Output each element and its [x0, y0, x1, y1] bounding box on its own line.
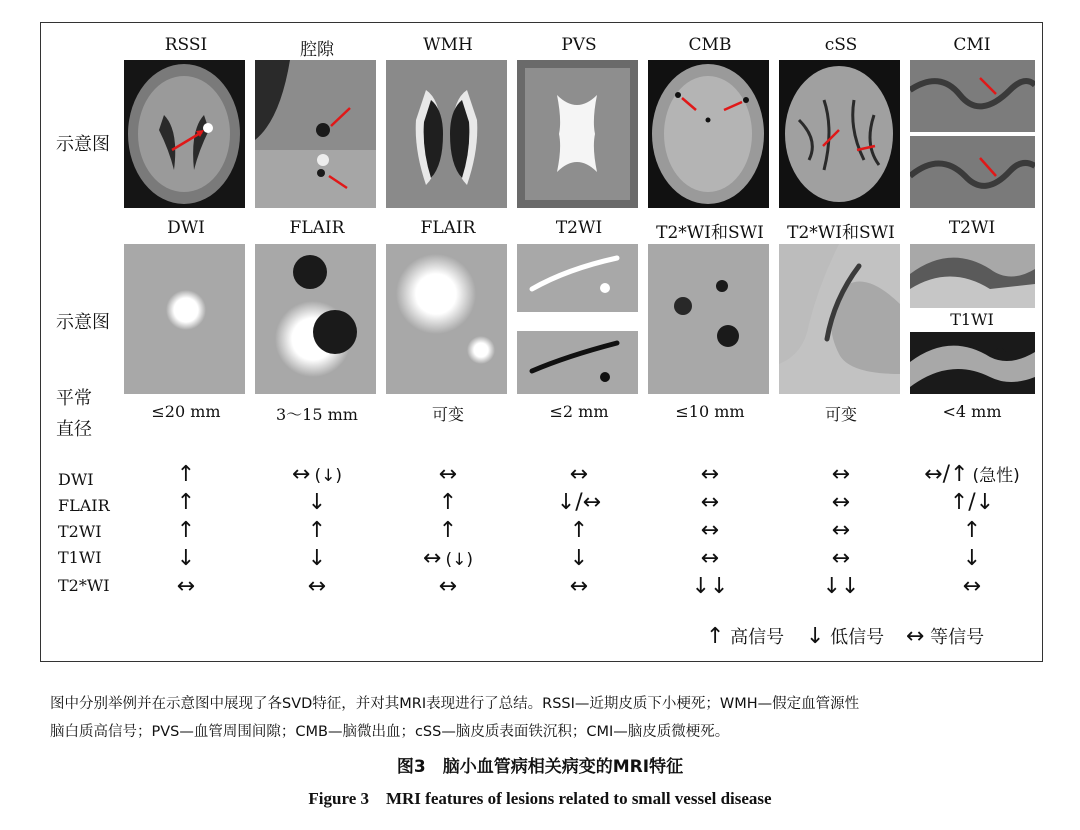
signal-symbol: ↔ [700, 462, 720, 487]
caption-line-2: 脑白质高信号；PVS—血管周围间隙；CMB—脑微出血；cSS—脑皮质表面铁沉积；CMI—脑皮质微梗死。 [50, 724, 730, 740]
signal-symbol: ↑ [569, 518, 589, 543]
signal-cell-t2star [255, 576, 379, 598]
signal-cell-t1 [517, 548, 641, 570]
signal-symbol: ↓ [307, 490, 327, 515]
signal-cell-t2star [779, 576, 903, 598]
signal-cell-t2 [124, 520, 248, 542]
schematic-cmi-t2 [910, 244, 1035, 308]
sequence-header-pvs: T2WI [555, 218, 603, 238]
signal-cell-t2 [386, 520, 510, 542]
legend-low [806, 623, 884, 649]
signal-symbol: ↔ [831, 462, 851, 487]
signal-symbol: ↑ [438, 518, 458, 543]
signal-symbol: ↔ [176, 574, 196, 599]
signal-symbol: ↔ [962, 574, 982, 599]
signal-symbol: ↓ [569, 546, 589, 571]
signal-cell-flair [779, 492, 903, 514]
mri-image-css [779, 60, 900, 208]
signal-cell-t2 [779, 520, 903, 542]
signal-symbol: ↔ [700, 490, 720, 515]
mri-image-cmi-1 [910, 60, 1035, 132]
signal-cell-t2star [386, 576, 510, 598]
diameter-lacune: 3～15 mm [276, 405, 358, 424]
signal-symbol: ↔/↑ [924, 462, 969, 487]
signal-cell-flair [386, 492, 510, 514]
row-label-diameter-2: 直径 [56, 419, 92, 440]
figure-title-cn: 图3 脑小血管病相关病变的MRI特征 [396, 757, 684, 777]
sequence-header-rssi: DWI [167, 218, 205, 238]
sequence-label-t2wi: T2WI [58, 522, 102, 541]
signal-cell-t2 [910, 520, 1034, 542]
legend-iso-label: 等信号 [930, 627, 985, 648]
signal-cell-flair [124, 492, 248, 514]
legend-low-symbol: ↓ [806, 624, 825, 649]
mri-image-cmb [648, 60, 769, 208]
signal-cell-dwi [255, 464, 379, 486]
schematic-cmi-t1 [910, 332, 1035, 394]
signal-symbol: ↓ [962, 546, 982, 571]
sequence-label-t2starwi: T2*WI [58, 576, 110, 595]
row-label-schematic-mid: 示意图 [56, 312, 110, 333]
col-header-rssi: RSSI [164, 35, 208, 55]
signal-cell-t1 [124, 548, 248, 570]
mri-image-wmh [386, 60, 507, 208]
signal-cell-t2 [517, 520, 641, 542]
signal-cell-flair [648, 492, 772, 514]
sequence-label-flair: FLAIR [58, 496, 110, 515]
signal-cell-dwi [386, 464, 510, 486]
signal-note: (↓) [445, 550, 473, 570]
legend-high [706, 623, 784, 649]
signal-symbol: ↔ [831, 490, 851, 515]
signal-symbol: ↑/↓ [949, 490, 995, 515]
signal-symbol: ↔ [307, 574, 327, 599]
col-header-pvs: PVS [561, 35, 597, 55]
signal-cell-dwi [124, 464, 248, 486]
signal-symbol: ↓↓ [691, 574, 729, 599]
caption-line-1: 图中分别举例并在示意图中展现了各SVD特征，并对其MRI表现进行了总结。RSSI—近期皮质下小梗死；WMH—假定血管源性 [50, 696, 860, 712]
signal-note: (急性) [972, 466, 1020, 486]
row-label-diameter-1: 平常 [56, 388, 92, 409]
signal-cell-t2 [255, 520, 379, 542]
signal-symbol: ↔ [292, 462, 311, 487]
legend-iso [906, 623, 984, 649]
signal-symbol: ↔ [569, 574, 589, 599]
sequence-header-cmi: T2WI [948, 218, 996, 238]
legend-iso-symbol: ↔ [906, 624, 925, 649]
legend-high-symbol: ↑ [706, 624, 725, 649]
mri-image-cmi-2 [910, 136, 1035, 208]
mri-image-pvs [517, 60, 638, 208]
signal-symbol: ↔ [423, 546, 442, 571]
signal-symbol: ↔ [438, 574, 458, 599]
signal-cell-flair [517, 492, 641, 514]
diameter-cmb: ≤10 mm [675, 402, 745, 421]
signal-symbol: ↓ [176, 546, 196, 571]
signal-cell-dwi [779, 464, 903, 486]
signal-symbol: ↑ [176, 490, 196, 515]
signal-cell-flair [255, 492, 379, 514]
signal-cell-dwi [910, 464, 1034, 486]
signal-cell-t1 [386, 548, 510, 570]
figure-title-en: Figure 3 MRI features of lesions related to small vessel disease [308, 789, 772, 808]
signal-symbol: ↑ [438, 490, 458, 515]
col-header-wmh: WMH [423, 35, 473, 55]
schematic-rssi [124, 244, 245, 394]
schematic-pvs-t1 [517, 331, 638, 394]
schematic-wmh [386, 244, 507, 394]
signal-cell-flair [910, 492, 1034, 514]
schematic-css [779, 244, 900, 394]
signal-cell-t1 [910, 548, 1034, 570]
col-header-lacune: 腔隙 [300, 40, 334, 60]
signal-symbol: ↔ [700, 518, 720, 543]
col-header-cmi: CMI [953, 35, 991, 55]
diameter-pvs: ≤2 mm [549, 402, 609, 421]
diameter-css: 可变 [824, 405, 857, 424]
signal-symbol: ↔ [438, 462, 458, 487]
signal-symbol: ↑ [176, 518, 196, 543]
signal-symbol: ↔ [831, 518, 851, 543]
col-header-css: cSS [824, 35, 858, 55]
signal-cell-t1 [779, 548, 903, 570]
legend-low-label: 低信号 [830, 627, 885, 648]
signal-cell-t2star [910, 576, 1034, 598]
signal-cell-t1 [255, 548, 379, 570]
signal-note: (↓) [314, 466, 342, 486]
signal-cell-t1 [648, 548, 772, 570]
row-label-schematic-top: 示意图 [56, 134, 110, 155]
diameter-wmh: 可变 [431, 405, 464, 424]
signal-cell-dwi [517, 464, 641, 486]
signal-symbol: ↓ [307, 546, 327, 571]
signal-symbol: ↔ [831, 546, 851, 571]
mri-image-rssi [124, 60, 245, 208]
sequence-header-lacune: FLAIR [289, 218, 345, 238]
sequence-header-css: T2*WI和SWI [787, 223, 895, 243]
signal-cell-t2star [648, 576, 772, 598]
mri-image-lacune [255, 60, 376, 208]
sequence-header-cmi-2: T1WI [950, 310, 994, 329]
signal-symbol: ↔ [700, 546, 720, 571]
signal-cell-t2star [517, 576, 641, 598]
signal-symbol: ↔ [569, 462, 589, 487]
diameter-cmi: <4 mm [942, 402, 1002, 421]
schematic-pvs-t2 [517, 244, 638, 312]
signal-symbol: ↓/↔ [556, 490, 602, 515]
col-header-cmb: CMB [688, 35, 732, 55]
signal-cell-dwi [648, 464, 772, 486]
schematic-cmb [648, 244, 769, 394]
sequence-label-dwi: DWI [58, 470, 94, 489]
signal-symbol: ↑ [176, 462, 196, 487]
signal-symbol: ↓↓ [822, 574, 860, 599]
sequence-header-cmb: T2*WI和SWI [656, 223, 764, 243]
sequence-header-wmh: FLAIR [420, 218, 476, 238]
signal-symbol: ↑ [307, 518, 327, 543]
signal-cell-t2 [648, 520, 772, 542]
legend-high-label: 高信号 [730, 627, 785, 648]
diameter-rssi: ≤20 mm [151, 402, 221, 421]
signal-symbol: ↑ [962, 518, 982, 543]
schematic-lacune [255, 244, 376, 394]
signal-cell-t2star [124, 576, 248, 598]
sequence-label-t1wi: T1WI [58, 548, 102, 567]
